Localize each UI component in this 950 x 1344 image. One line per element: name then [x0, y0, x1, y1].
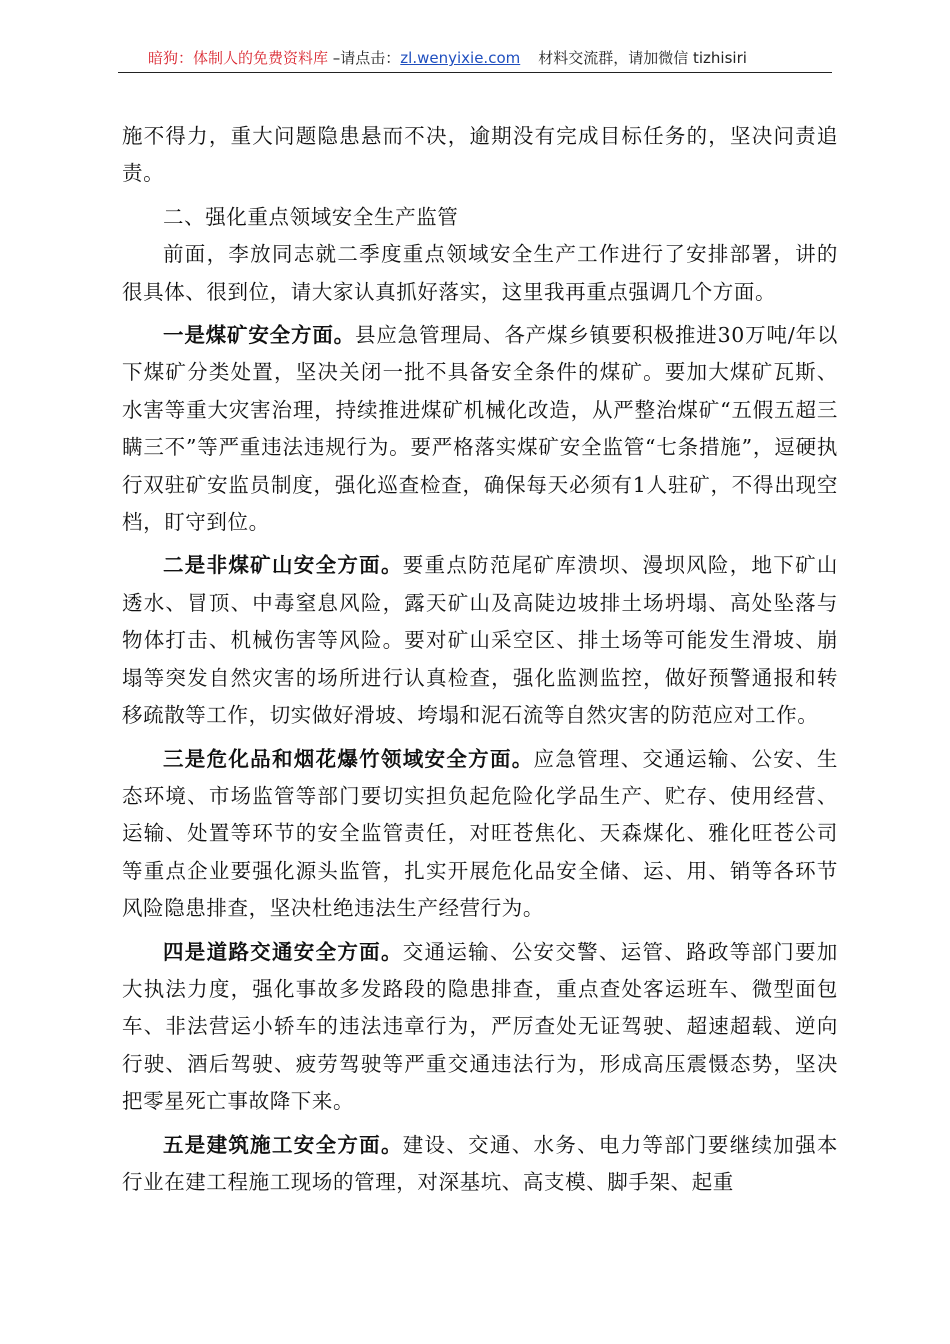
paragraph-text: 建设、交通、水务、电力等部门要继续加强本行业在建工程施工现场的管理，对深基坑、高支模、脚手架、起重 [122, 1132, 838, 1194]
paragraph-text: 交通运输、公安交警、运管、路政等部门要加大执法力度，强化事故多发路段的隐患排查，重点查处客运班车、微型面包车、非法营运小轿车的违法违章行为，严厉查处无证驾驶、超速超载、逆向行驶、酒后驾驶、疲劳驾驶等严重交通违法行为，形成高压震慑态势，坚决把零星死亡事故降下来。 [122, 939, 838, 1114]
paragraph-text: 前面，李放同志就二季度重点领域安全生产工作进行了安排部署，讲的很具体、很到位，请大家认真抓好落实，这里我再重点强调几个方面。 [122, 242, 838, 304]
paragraph-construction [122, 1127, 838, 1202]
paragraph-continuation [122, 118, 838, 193]
page-header [118, 46, 832, 73]
header-link[interactable]: zl.wenyixie.com [400, 49, 521, 67]
paragraph-lead: 五是建筑施工安全方面。 [163, 1132, 403, 1157]
section-heading-text: 二、强化重点领域安全生产监管 [163, 204, 459, 229]
paragraph-coal-mine [122, 317, 838, 541]
paragraph-road-traffic [122, 934, 838, 1121]
header-brand: 暗狗：体制人的免费资料库 [148, 49, 329, 67]
document-body [122, 118, 838, 1201]
paragraph-text: 施不得力，重大问题隐患悬而不决，逾期没有完成目标任务的，坚决问责追责。 [122, 124, 838, 186]
paragraph-non-coal-mine [122, 547, 838, 734]
paragraph-lead: 四是道路交通安全方面。 [163, 939, 403, 964]
section-heading [122, 199, 838, 236]
paragraph-intro [122, 236, 838, 311]
header-click-prompt: –请点击： [328, 49, 401, 67]
paragraph-text: 要重点防范尾矿库溃坝、漫坝风险，地下矿山透水、冒顶、中毒窒息风险，露天矿山及高陡边坡排土场坍塌、高处坠落与物体打击、机械伤害等风险。要对矿山采空区、排土场等可能发生滑坡、崩塌等突发自然灾害的场所进行认真检查，强化监测监控，做好预警通报和转移疏散等工作，切实做好滑坡、垮塌和泥石流等自然灾害的防范应对工作。 [122, 553, 838, 728]
paragraph-lead: 二是非煤矿山安全方面。 [163, 553, 403, 578]
paragraph-text: 应急管理、交通运输、公安、生态环境、市场监管等部门要切实担负起危险化学品生产、贮存、使用经营、运输、处置等环节的安全监管责任，对旺苍焦化、天森煤化、雅化旺苍公司等重点企业要强化源头监管，扎实开展危化品安全储、运、用、销等各环节风险隐患排查，坚决杜绝违法生产经营行为。 [122, 746, 838, 921]
paragraph-text: 县应急管理局、各产煤乡镇要积极推进30万吨/年以下煤矿分类处置，坚决关闭一批不具备安全条件的煤矿。要加大煤矿瓦斯、水害等重大灾害治理，持续推进煤矿机械化改造，从严整治煤矿“五假五超三瞒三不”等严重违法违规行为。要严格落实煤矿安全监管“七条措施”，逗硬执行双驻矿安监员制度，强化巡查检查，确保每天必须有1人驻矿，不得出现空档，盯守到位。 [122, 323, 838, 535]
paragraph-hazardous-chemicals [122, 741, 838, 928]
paragraph-lead: 三是危化品和烟花爆竹领域安全方面。 [163, 746, 534, 771]
paragraph-lead: 一是煤矿安全方面。 [163, 323, 355, 348]
header-group-info: 材料交流群，请加微信 tizhisiri [538, 49, 747, 67]
